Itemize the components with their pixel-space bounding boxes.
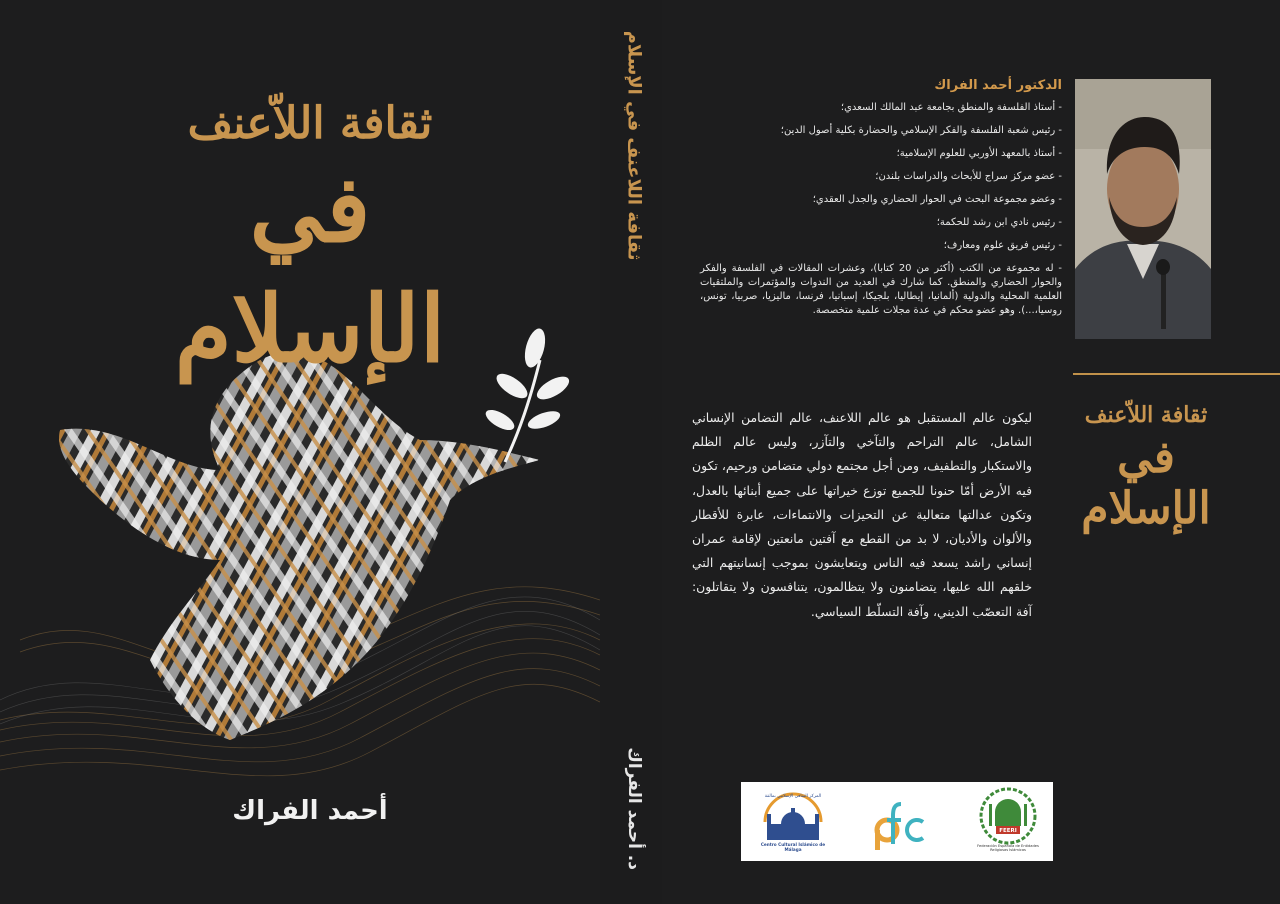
bio-item: - أستاذ الفلسفة والمنطق بجامعة عبد المالك السعدي؛ (840, 102, 1062, 113)
bio-name: الدكتور أحمد الفراك (934, 78, 1062, 93)
spine-title: ثقافة اللاعنف في الإسلام (623, 30, 645, 261)
bio-list (700, 101, 1062, 318)
bio-item: - أستاذ بالمعهد الأوربي للعلوم الإسلامية؛ (896, 148, 1062, 159)
bio-item: - له مجموعة من الكتب (أكثر من 20 كتابا)، وعشرات المقالات في الفلسفة والفكر والحوار الحضاري والمنطق. كما شارك في العديد من الندوات والمؤتمرات والملتقيات العلمية المحلية والدولية (ألمانيا، إيطاليا، بلجيكا، إسبانيا، فرنسا، ماليزيا، صربيا، تونس، روسيا،...). وهو عضو محكم في عدة مجلات علمية متخصصة. (700, 263, 1063, 316)
pfc-logo-icon (869, 782, 929, 861)
author-bio (700, 78, 1062, 318)
front-author-name: أحمد الفراك (232, 796, 388, 826)
back-title-line2: في الإسلام (1081, 432, 1211, 534)
mosque-logo-icon (753, 782, 833, 861)
gold-divider (1073, 373, 1280, 375)
front-title-line1: ثقافة اللاّعنف (187, 98, 433, 149)
publisher-logos (741, 782, 1053, 861)
feeri-crest-icon (971, 782, 1045, 861)
bio-item: - رئيس فريق علوم ومعارف؛ (943, 240, 1062, 251)
back-blurb: ليكون عالم المستقبل هو عالم اللاعنف، عالم التضامن الإنساني الشامل، عالم التراحم والتآخي والتآزر، وليس عالم الظلم والاستكبار والتطفيف، ومن أجل مجتمع دولي متضامن ورحيم، تكون فيه الأرض أمّا حنونا للجميع توزع خيراتها على جميع أبنائها بالعدل، وتكون عدالتها متعالية عن التحيزات والانتماءات، عابرة للأقطار والألوان والأديان، لا بد من القطع مع آفتين مانعتين لإقامة عمران إنساني راشد يسعد فيه الناس ويتعايشون بموجب إنسانيتهم التي خلقهم الله عليها، يتضامنون ولا يتظالمون، يتنافسون ولا يتقاتلون: آفة التعصّب الديني، وآفة التسلّط السياسي. (692, 410, 1032, 619)
bio-item: - رئيس شعبة الفلسفة والفكر الإسلامي والحضارة بكلية أصول الدين؛ (780, 125, 1062, 136)
front-title-line2: في الإسلام (174, 155, 446, 383)
spine-author: د. أحمد الفراك (624, 747, 644, 870)
bio-item: - رئيس نادي ابن رشد للحكمة؛ (936, 217, 1062, 228)
back-title-line1: ثقافة اللاّعنف (1084, 402, 1208, 428)
bio-item: - عضو مركز سراج للأبحاث والدراسات بلندن؛ (875, 171, 1062, 182)
olive-branch-icon (483, 326, 573, 462)
mosque-logo-caption: Centro Cultural Islámico de Málaga (760, 842, 826, 852)
author-photo (1075, 79, 1211, 339)
feeri-badge-text: FEERI (999, 828, 1017, 834)
front-cover (0, 0, 600, 904)
bio-item: - وعضو مجموعة البحث في الحوار الحضاري والجدل العقدي؛ (812, 194, 1062, 205)
mosque-logo-arc-text: المركز الثقافي الإسلامي بمالقة (764, 794, 822, 799)
feeri-logo-caption: Federación Española de Entidades Religiosas Islámicas (977, 844, 1039, 852)
